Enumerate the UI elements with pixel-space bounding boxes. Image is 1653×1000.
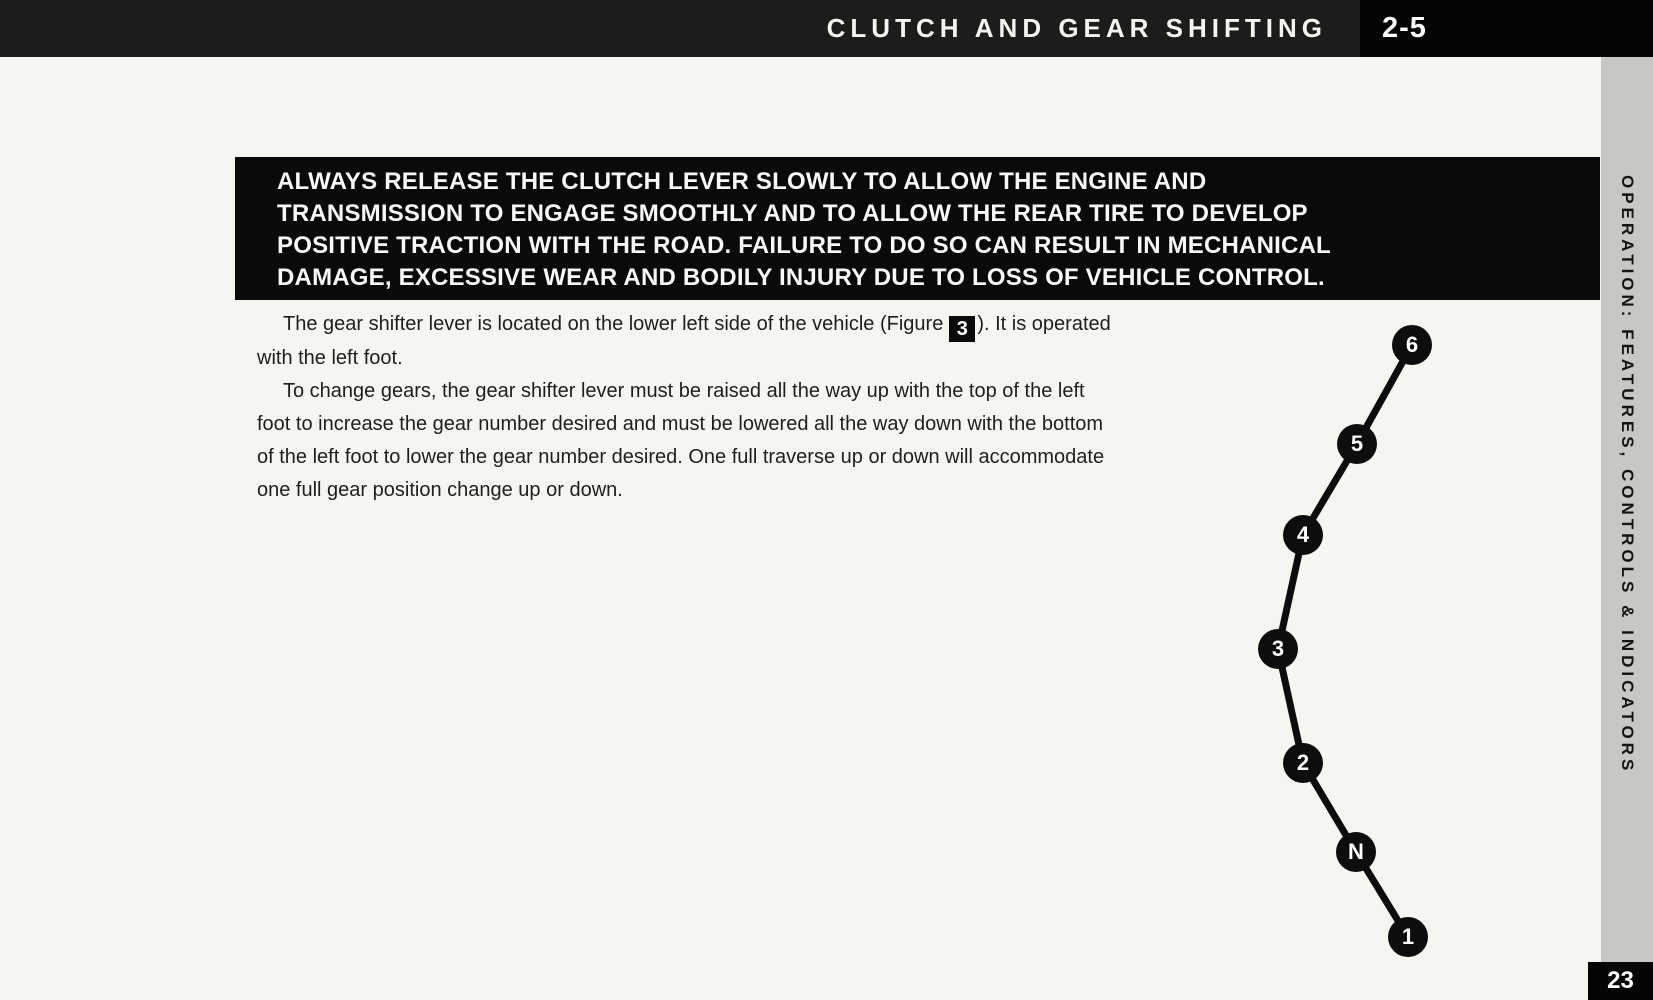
section-number: 2-5: [1382, 12, 1427, 44]
paragraph-line: [257, 308, 1162, 342]
paragraph-text: ). It is operated: [977, 313, 1111, 335]
gear-position-2: 2: [1283, 743, 1323, 783]
gear-position-6: 6: [1392, 325, 1432, 365]
paragraph-line: To change gears, the gear shifter lever must be raised all the way up with the top of the left: [283, 380, 1085, 402]
warning-line: POSITIVE TRACTION WITH THE ROAD. FAILURE TO DO SO CAN RESULT IN MECHANICAL: [277, 232, 1331, 259]
warning-line: ALWAYS RELEASE THE CLUTCH LEVER SLOWLY TO ALLOW THE ENGINE AND: [277, 168, 1207, 195]
section-number-box: [1360, 0, 1653, 57]
gear-position-1: 1: [1388, 917, 1428, 957]
paragraph-line: of the left foot to lower the gear number desired. One full traverse up or down will accommodate: [257, 446, 1105, 468]
page-title: CLUTCH AND GEAR SHIFTING: [826, 13, 1327, 43]
gear-position-4: 4: [1283, 515, 1323, 555]
gear-position-5: 5: [1337, 424, 1377, 464]
chapter-sidebar-label: OPERATION: FEATURES, CONTROLS & INDICATORS: [1618, 175, 1637, 775]
body-text: [257, 308, 1162, 507]
page-number-box: [1588, 962, 1653, 1000]
paragraph-line: with the left foot.: [257, 347, 403, 369]
warning-line: DAMAGE, EXCESSIVE WEAR AND BODILY INJURY DUE TO LOSS OF VEHICLE CONTROL.: [277, 264, 1325, 291]
figure-3-reference: 3: [949, 316, 975, 342]
gear-position-3: 3: [1258, 629, 1298, 669]
paragraph-text: The gear shifter lever is located on the lower left side of the vehicle (Figure: [283, 313, 944, 335]
warning-box: [235, 157, 1600, 300]
chapter-sidebar: [1601, 57, 1653, 1000]
paragraph-line: one full gear position change up or down.: [257, 479, 623, 501]
page-number: 23: [1607, 967, 1634, 994]
header-bar: [0, 0, 1653, 57]
gear-position-neutral: N: [1336, 832, 1376, 872]
paragraph-line: foot to increase the gear number desired and must be lowered all the way down with the bottom: [257, 413, 1104, 435]
warning-line: TRANSMISSION TO ENGAGE SMOOTHLY AND TO ALLOW THE REAR TIRE TO DEVELOP: [277, 200, 1308, 227]
